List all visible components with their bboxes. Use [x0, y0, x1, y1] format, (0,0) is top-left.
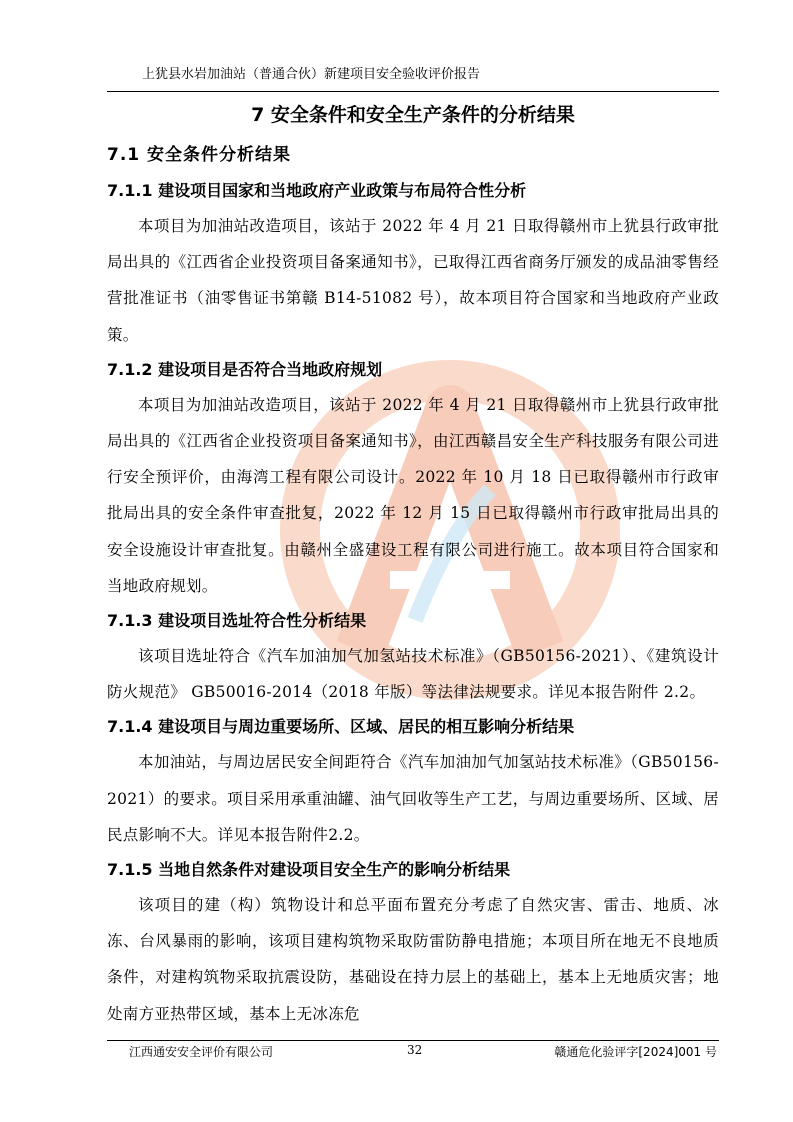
page-header [107, 62, 719, 92]
document-body [107, 100, 719, 1032]
paragraph: 该项目的建（构）筑物设计和总平面布置充分考虑了自然灾害、雷击、地质、冰冻、台风暴雨的影响，该项目建构筑物采取防雷防静电措施；本项目所在地无不良地质条件，对建构筑物采取抗震设防，基础设在持力层上的基础上，基本上无地质灾害；地处南方亚热带区域，基本上无冰冻危 [107, 896, 719, 1023]
subsection-heading: 7.1.5 当地自然条件对建设项目安全生产的影响分析结果 [107, 860, 511, 880]
paragraph: 该项目选址符合《汽车加油加气加氢站技术标准》（GB50156-2021）、《建筑设计防火规范》 GB50016-2014（2018 年版）等法律法规要求。详见本报告附件 2.2。 [107, 647, 719, 702]
document-number: 赣通危化验评字[2024]001 号 [554, 1045, 717, 1059]
section-heading: 7.1 安全条件分析结果 [107, 145, 292, 165]
paragraph: 本项目为加油站改造项目，该站于 2022 年 4 月 21 日取得赣州市上犹县行政审批局出具的《江西省企业投资项目备案通知书》，由江西赣昌安全生产科技服务有限公司进行安全预评价，由海湾工程有限公司设计。2022 年 10 月 18 日已取得赣州市行政审批局出具的安全条件审查批复，2022 年 12 月 15 日已取得赣州市行政审批局出具的安全设施设计审查批复。由赣州全盛建设工程有限公司进行施工。故本项目符合国家和当地政府规划。 [107, 395, 719, 595]
chapter-title: 7 安全条件和安全生产条件的分析结果 [251, 104, 575, 126]
paragraph: 本加油站，与周边居民安全间距符合《汽车加油加气加氢站技术标准》（GB50156-2021）的要求。项目采用承重油罐、油气回收等生产工艺，与周边重要场所、区域、居民点影响不大。详见本报告附件2.2。 [107, 753, 719, 844]
subsection-heading: 7.1.2 建设项目是否符合当地政府规划 [107, 359, 383, 379]
page-footer [107, 1040, 719, 1061]
footer-company: 江西通安安全评价有限公司 [129, 1045, 274, 1059]
subsection-heading: 7.1.3 建设项目选址符合性分析结果 [107, 611, 367, 631]
subsection-heading: 7.1.1 建设项目国家和当地政府产业政策与布局符合性分析 [107, 181, 527, 200]
page-number: 32 [407, 1043, 423, 1057]
paragraph: 本项目为加油站改造项目，该站于 2022 年 4 月 21 日取得赣州市上犹县行政审批局出具的《江西省企业投资项目备案通知书》，已取得江西省商务厅颁发的成品油零售经营批准证书（油零售证书第赣 B14-51082 号），故本项目符合国家和当地政府产业政策。 [107, 217, 719, 344]
header-title: 上犹县水岩加油站（普通合伙）新建项目安全验收评价报告 [142, 67, 481, 82]
subsection-heading: 7.1.4 建设项目与周边重要场所、区域、居民的相互影响分析结果 [107, 717, 575, 737]
